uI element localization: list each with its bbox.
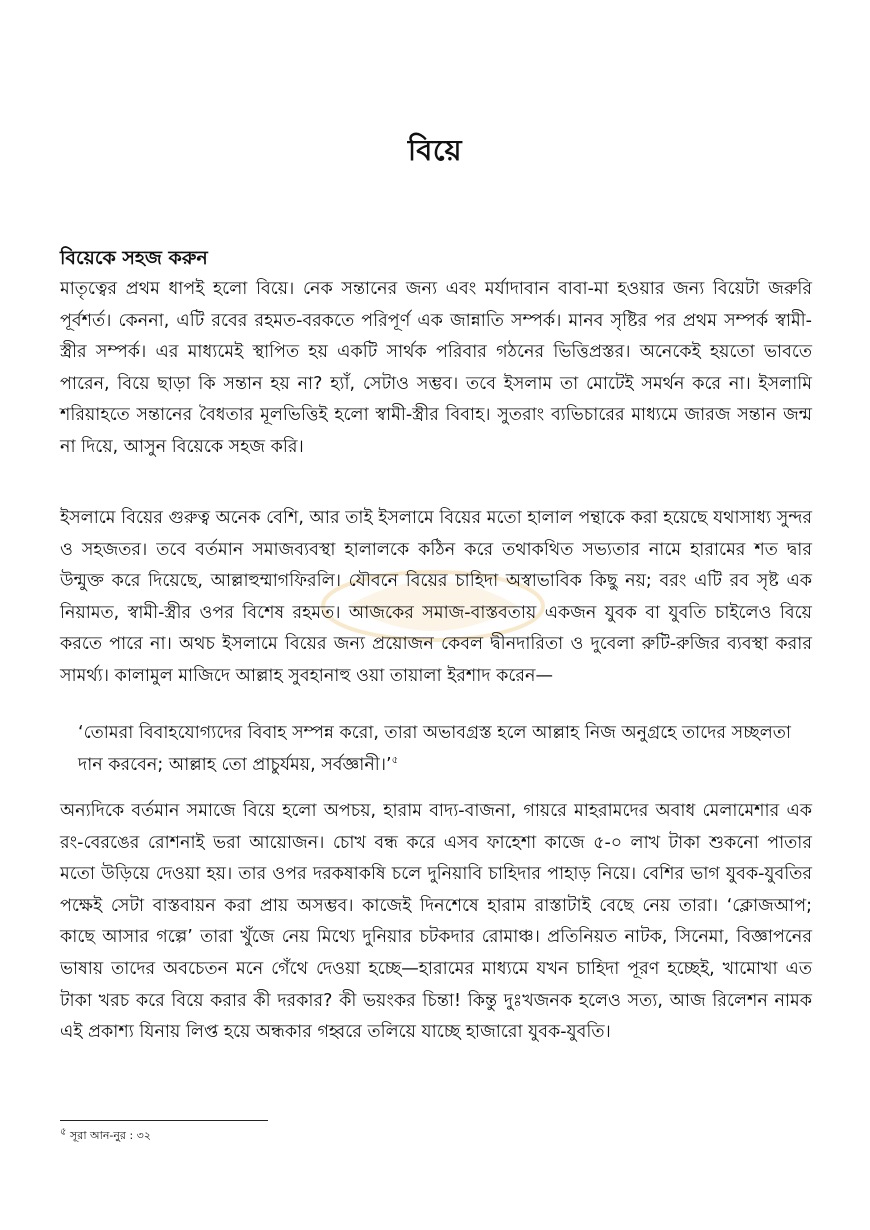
- quote-footnote-ref[interactable]: ৫: [391, 754, 399, 766]
- section-heading: বিয়েকে সহজ করুন: [60, 247, 208, 269]
- footnote-marker: ৫: [60, 1126, 67, 1138]
- paragraph-3: অন্যদিকে বর্তমান সমাজে বিয়ে হলো অপচয়, হারাম বাদ্য-বাজনা, গায়রে মাহরামদের অবাধ মেলামেশার এক রং-বেরঙের রোশনাই ভরা আয়োজন। চোখ বন্ধ করে এসব ফাহেশা কাজে ৫-০ লাখ টাকা শুকনো পাতার মতো উড়িয়ে দেওয়া হয়। তার ওপর দরকষাকষি চলে দুনিয়াবি চাহিদার পাহাড় নিয়ে। বেশির ভাগ যুবক-যুবতির পক্ষেই সেটা বাস্তবায়ন করা প্রায় অসম্ভব। কাজেই দিনশেষে হারাম রাস্তাটাই বেছে নেয় তারা। ‘ক্লোজআপ; কাছে আসার গল্পে’ তারা খুঁজে নেয় মিথ্যে দুনিয়ার চটকদার রোমাঞ্চ। প্রতিনিয়ত নাটক, সিনেমা, বিজ্ঞাপনের ভাষায় তাদের অবচেতন মনে গেঁথে দেওয়া হচ্ছে—হারামের মাধ্যমে যখন চাহিদা পূরণ হচ্ছেই, খামোখা এত টাকা খরচ করে বিয়ে করার কী দরকার? কী ভয়ংকর চিন্তা! কিন্তু দুঃখজনক হলেও সত্য, আজ রিলেশন নামক এই প্রকাশ্য যিনায় লিপ্ত হয়ে অন্ধকার গহ্বরে তলিয়ে যাচ্ছে হাজারো যুবক-যুবতি।: [60, 801, 812, 1043]
- footnote: [60, 1128, 151, 1144]
- quran-quote: [78, 718, 812, 781]
- page-title: বিয়ে: [407, 133, 463, 167]
- paragraph-1: মাতৃত্বের প্রথম ধাপই হলো বিয়ে। নেক সন্তানের জন্য এবং মর্যাদাবান বাবা-মা হওয়ার জন্য বিয়েটা জরুরি পূর্বশর্ত। কেননা, এটি রবের রহমত-বরকতে পরিপূর্ণ এক জান্নাতি সম্পর্ক। মানব সৃষ্টির পর প্রথম সম্পর্ক স্বামী-স্ত্রীর সম্পর্ক। এর মাধ্যমেই স্থাপিত হয় একটি সার্থক পরিবার গঠনের ভিত্তিপ্রস্তর। অনেকেই হয়তো ভাবতে পারেন, বিয়ে ছাড়া কি সন্তান হয় না? হ্যাঁ, সেটাও সম্ভব। তবে ইসলাম তা মোটেই সমর্থন করে না। ইসলামি শরিয়াহতে সন্তানের বৈধতার মূলভিত্তিই হলো স্বামী-স্ত্রীর বিবাহ। সুতরাং ব্যভিচারের মাধ্যমে জারজ সন্তান জন্ম না দিয়ে, আসুন বিয়েকে সহজ করি।: [60, 279, 812, 457]
- quote-text: ‘তোমরা বিবাহযোগ্যদের বিবাহ সম্পন্ন করো, তারা অভাবগ্রস্ত হলে আল্লাহ নিজ অনুগ্রহে তাদের সচ্ছলতা দান করবেন; আল্লাহ তো প্রাচুর্যময়, সর্বজ্ঞানী।’: [78, 723, 791, 775]
- paragraph-2: ইসলামে বিয়ের গুরুত্ব অনেক বেশি, আর তাই ইসলামে বিয়ের মতো হালাল পন্থাকে করা হয়েছে যথাসাধ্য সুন্দর ও সহজতর। তবে বর্তমান সমাজব্যবস্থা হালালকে কঠিন করে তথাকথিত সভ্যতার নামে হারামের শত দ্বার উন্মুক্ত করে দিয়েছে, আল্লাহুম্মাগফিরলি। যৌবনে বিয়ের চাহিদা অস্বাভাবিক কিছু নয়; বরং এটি রব সৃষ্ট এক নিয়ামত, স্বামী-স্ত্রীর ওপর বিশেষ রহমত। আজকের সমাজ-বাস্তবতায় একজন যুবক বা যুবতি চাইলেও বিয়ে করতে পারে না। অথচ ইসলামে বিয়ের জন্য প্রয়োজন কেবল দ্বীনদারিতা ও দুবেলা রুটি-রুজির ব্যবস্থা করার সামর্থ্য। কালামুল মাজিদে আল্লাহ সুবহানাহু ওয়া তায়ালা ইরশাদ করেন—: [60, 508, 812, 686]
- footnote-text: সূরা আন-নুর : ৩২: [70, 1129, 151, 1142]
- footnote-divider: [60, 1120, 268, 1121]
